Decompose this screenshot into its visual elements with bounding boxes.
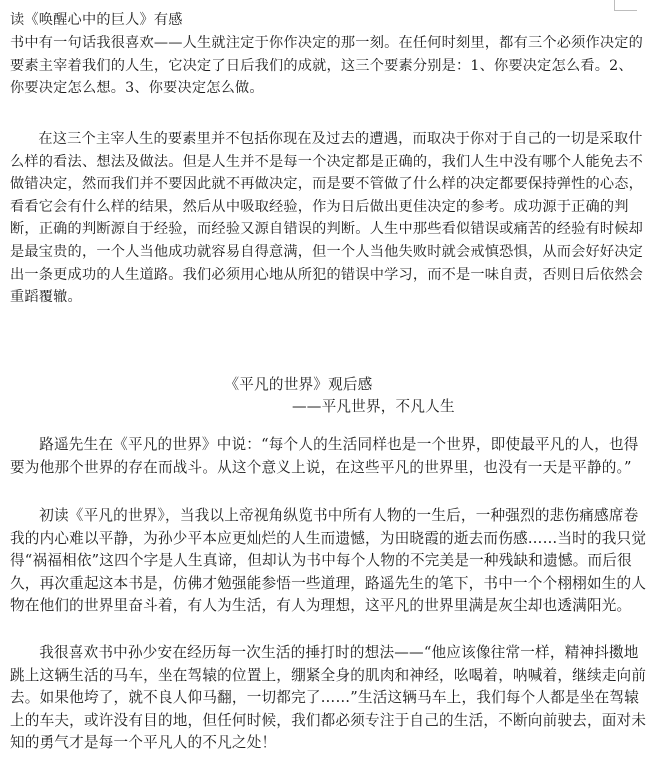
doc2-paragraph-2: 初读《平凡的世界》，当我以上帝视角纵览书中所有人物的一生后，一种强烈的悲伤痛感席卷我的内心难以平静，为孙少平本应更灿烂的人生而遗憾，为田晓霞的逝去而伤感……当时的我只觉得“祸福相依”这四个字是人生真谛，但却认为书中每个人物的不完美是一种残缺和遗憾。而后很久，再次重起这本书是，仿佛才勉强能参悟一些道理，路遥先生的笔下，书中一个个栩栩如生的人物在他们的世界里奋斗着，有人为生活，有人为理想，这平凡的世界里满是灰尘却也透满阳光。 [10,507,647,615]
doc2-paragraph-3: 我很喜欢书中孙少安在经历每一次生活的捶打时的想法——“他应该像往常一样，精神抖擞地跳上这辆生活的马车，坐在驾辕的位置上，绷紧全身的肌肉和神经，吆喝着，呐喊着，继续走向前去。如果他垮了，就不良人仰马翻，一切都完了……”生活这辆马车上，我们每个人都是坐在驾辕上的车夫，或许没有目的地，但任何时候，我们都必须专注于自己的生活，不断向前驶去，面对未知的勇气才是每一个平凡人的不凡之处！ [10,644,647,752]
doc1-title-line: 读《唤醒心中的巨人》有感 [10,12,183,28]
doc2-title: 《平凡的世界》观后感 [224,376,373,393]
crop-mark-top-right [614,0,637,11]
document-page-2 [0,340,657,768]
doc2-subtitle: ——平凡世界，不凡人生 [292,398,455,415]
doc1-paragraph-1: 书中有一句话我很喜欢——人生就注定于你作决定的那一刻。在任何时刻里，都有三个必须作决定的要素主宰着我们的人生，它决定了日后我们的成就，这三个要素分别是：1、你要决定怎么看。2、你要决定怎么想。3、你要决定怎么做。 [10,35,644,97]
doc2-paragraph-1: 路遥先生在《平凡的世界》中说：“每个人的生活同样也是一个世界，即使最平凡的人，也得要为他那个世界的存在而战斗。从这个意义上说，在这些平凡的世界里，也没有一天是平静的。” [10,436,639,476]
doc1-paragraph-2: 在这三个主宰人生的要素里并不包括你现在及过去的遭遇，而取决于你对于自己的一切是采取什么样的看法、想法及做法。但是人生并不是每一个决定都是正确的，我们人生中没有哪个人能免去不做错决定，然而我们并不要因此就不再做决定，而是要不管做了什么样的决定都要保持弹性的心态，看看它会有什么样的结果，然后从中吸取经验，作为日后做出更佳决定的参考。成功源于正确的判断，正确的判断源自于经验，而经验又源自错误的判断。人生中那些看似错误或痛苦的经验有时候却是最宝贵的，一个人当他成功就容易自得意满，但一个人当他失败时就会戒慎恐惧，从而会好好决定出一条更成功的人生道路。我们必须用心地从所犯的错误中学习，而不是一味自责，否则日后依然会重蹈覆辙。 [10,131,644,306]
document-page-1 [0,0,657,340]
